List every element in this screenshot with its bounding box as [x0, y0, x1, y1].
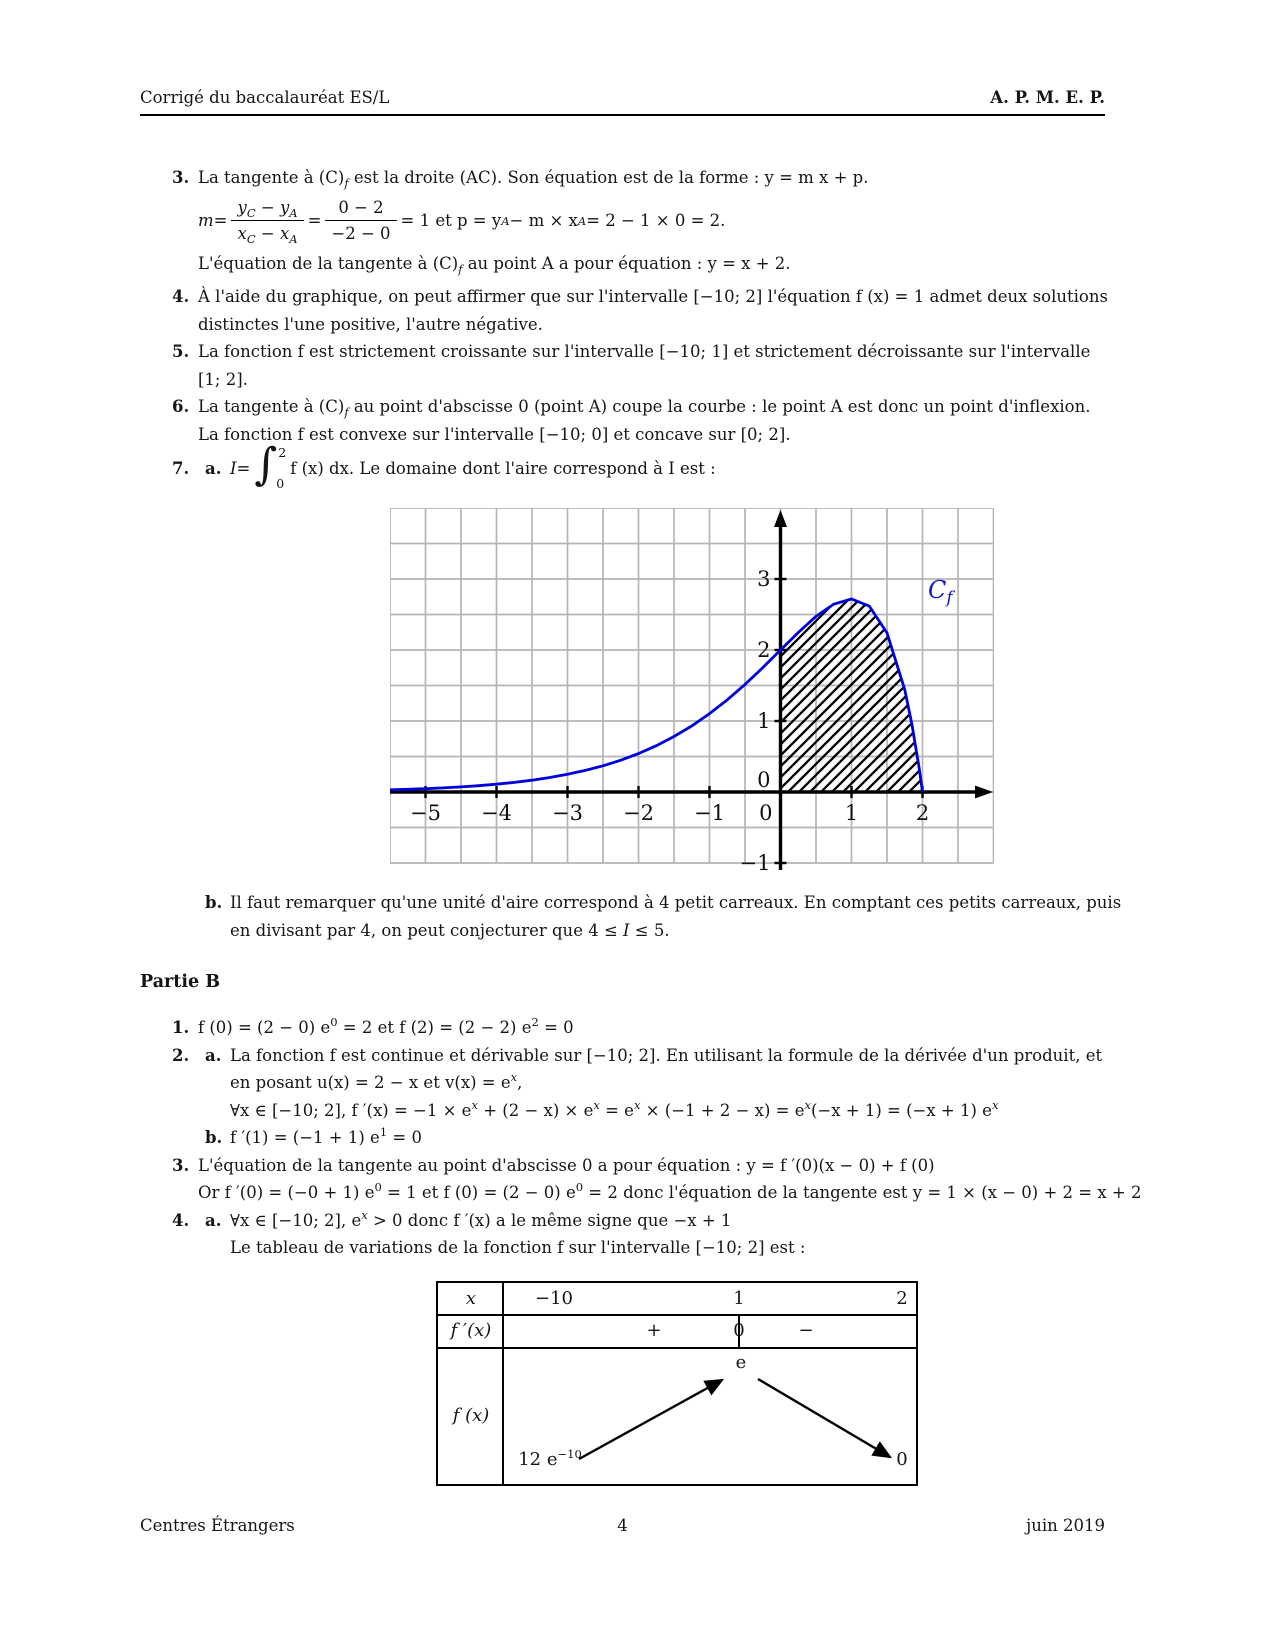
item7b-line1 [140, 889, 1120, 917]
item5-line1 [140, 338, 1120, 366]
sub: A [289, 206, 298, 220]
page-footer [140, 1516, 1105, 1544]
var: y [237, 198, 247, 217]
function-plot [390, 508, 994, 874]
subscript-f: f [344, 176, 349, 190]
sub-item-letter: b. [205, 1128, 223, 1147]
exponent-x: x [593, 1097, 600, 1112]
item4-line2 [140, 311, 1120, 339]
page-number: 4 [617, 1516, 628, 1535]
var-I: I [230, 458, 237, 478]
page-header [140, 88, 1105, 116]
svg-text:−4: −4 [481, 801, 512, 825]
header-title: Corrigé du baccalauréat ES/L [140, 88, 390, 107]
subscript-f: f [344, 405, 349, 419]
exponent: 0 [330, 1015, 338, 1029]
partB-item2a-line3 [140, 1097, 1120, 1125]
text: ≤ 5. [629, 920, 670, 940]
text: = 1 et p = y [400, 211, 502, 230]
item6-line1 [140, 393, 1120, 421]
f-min-right: 0 [896, 1449, 908, 1470]
partB-item2b [140, 1124, 1120, 1152]
decreasing-arrow [758, 1379, 890, 1457]
partB-item2a-line1 [140, 1042, 1120, 1070]
item-number: 3. [172, 1155, 190, 1175]
item-7a [140, 440, 1120, 496]
svg-text:0: 0 [757, 768, 771, 792]
var-I: I [623, 920, 630, 940]
text: = [236, 458, 251, 478]
item-7b [140, 889, 1120, 944]
formula: ∀x ∈ [−10; 2], f ′(x) = −1 × e [230, 1100, 472, 1120]
text: Il faut remarquer qu'une unité d'aire correspond à 4 petit carreaux. En comptant ces petits carreaux, puis [230, 893, 1122, 912]
curve-label-Cf [928, 576, 955, 608]
text: À l'aide du graphique, on peut affirmer que sur l'intervalle [−10; 2] l'équation f (x) = 1 admet deux solutions [198, 287, 1108, 306]
formula: Or f ′(0) = (−0 + 1) e [198, 1183, 375, 1202]
svg-text:3: 3 [757, 567, 771, 591]
exponent-x: x [633, 1097, 641, 1112]
exponent-x: x [804, 1097, 811, 1112]
sub: C [246, 206, 256, 220]
x-value-1: 1 [733, 1288, 745, 1309]
exponent: 0 [374, 1180, 382, 1194]
svg-text:−1: −1 [739, 851, 771, 874]
exponent: −10 [557, 1447, 582, 1461]
sign-plus: + [646, 1320, 662, 1341]
text: La fonction f est convexe sur l'intervalle [−10; 0] et concave sur [0; 2]. [198, 424, 791, 444]
text: distinctes l'une positive, l'autre négative. [198, 314, 543, 334]
item-4 [140, 283, 1120, 338]
numerator [231, 195, 303, 221]
text: La fonction f est continue et dérivable sur [−10; 2]. En utilisant la formule de la dérivée d'un produit, et [230, 1045, 1103, 1065]
formula: = 1 et f (0) = (2 − 0) e [381, 1183, 576, 1202]
partB-item2a-line2 [140, 1069, 1120, 1097]
denominator: −2 − 0 [331, 224, 391, 243]
text: en divisant par 4, on peut conjecturer que 4 ≤ [230, 920, 624, 940]
text: est la droite (AC). Son équation est de la forme : y = m x + p. [348, 168, 869, 187]
exponent-x: x [471, 1097, 478, 1112]
formula: × (−1 + 2 − x) = e [640, 1100, 805, 1120]
formula: f ′(1) = (−1 + 1) e [230, 1128, 380, 1147]
lower-bound: 0 [276, 476, 285, 491]
formula: ∀x ∈ [−10; 2], e [230, 1210, 362, 1230]
text: − m × x [509, 211, 578, 230]
partB-items [140, 1014, 1142, 1262]
exponent: 1 [379, 1125, 388, 1139]
formula: en posant u(x) = 2 − x et v(x) = e [230, 1073, 511, 1092]
text: au point A a pour équation : y = x + 2. [462, 253, 791, 273]
sign-zero: 0 [733, 1320, 745, 1341]
numerator: 0 − 2 [325, 195, 396, 221]
row-header-f: f (x) [452, 1405, 490, 1426]
curve-label-f: f [946, 588, 953, 608]
item-3 [140, 164, 1120, 277]
footer-date: juin 2019 [1026, 1516, 1105, 1535]
var-m: m [198, 211, 214, 230]
text: au point d'abscisse 0 (point A) coupe la courbe : le point A est donc un point d'inflexion. [348, 397, 1091, 416]
text: = [213, 211, 228, 230]
item5-line2 [140, 366, 1120, 394]
partB-item4a-line1 [140, 1207, 1120, 1235]
sub-item-letter: a. [205, 1045, 222, 1065]
formula: = 2 donc l'équation de la tangente est y = 1 × (x − 0) + 2 = x + 2 [583, 1183, 1142, 1202]
text: = 2 − 1 × 0 = 2. [586, 211, 726, 230]
item4-line1 [140, 283, 1120, 311]
text: f (x) dx. Le domaine dont l'aire correspond à I est : [290, 458, 716, 478]
text: [1; 2]. [198, 369, 248, 389]
partB-item3-line2 [140, 1179, 1142, 1207]
y-axis-arrow [774, 510, 787, 527]
item-number: 5. [172, 342, 190, 361]
item3-fraction-line: m = $\frac{y_C - y_A}{x_C - x_A}$ = $\frac{0 - 2}{-2 - 0}$ = 1 et p = y A − m × x A = 2 − 1 × 0 = 2. [140, 192, 1120, 250]
svg-text:2: 2 [757, 638, 771, 662]
f-max: e [735, 1352, 747, 1373]
formula: = 2 et f (2) = (2 − 2) e [337, 1018, 532, 1037]
subscript-f: f [458, 261, 463, 276]
formula: + (2 − x) × e [477, 1100, 594, 1120]
exponent: 2 [531, 1015, 539, 1029]
exponent-x: x [510, 1070, 518, 1084]
item7a-line [140, 440, 1120, 496]
text: L'équation de la tangente au point d'abscisse 0 a pour équation : y = f ′(0)(x − 0) + f (0) [198, 1155, 935, 1175]
sub: C [246, 232, 256, 246]
sub-item-letter: a. [205, 458, 222, 478]
increasing-arrow [579, 1380, 722, 1459]
svg-text:0: 0 [759, 801, 773, 825]
item-number: 4. [172, 287, 190, 306]
sub-item-letter: a. [205, 1210, 222, 1230]
svg-text:1: 1 [844, 801, 859, 825]
fraction-1 [231, 195, 303, 246]
svg-text:−3: −3 [552, 801, 583, 825]
fraction-2 [325, 195, 396, 246]
formula: (−x + 1) = (−x + 1) e [810, 1100, 992, 1120]
variation-arrows [438, 1283, 916, 1484]
svg-text:1: 1 [757, 709, 771, 733]
value: 12 e [518, 1449, 558, 1470]
text: = [307, 211, 322, 230]
exponent: 0 [575, 1180, 584, 1194]
x-value-min: −10 [535, 1288, 573, 1309]
curve-label-C: C [928, 576, 947, 604]
row-header-fprime: f ′(x) [450, 1320, 492, 1341]
upper-bound: 2 [278, 445, 287, 460]
exponent-x: x [361, 1207, 368, 1222]
svg-text:−1: −1 [694, 801, 725, 825]
text: Le tableau de variations de la fonction f sur l'intervalle [−10; 2] est : [230, 1238, 806, 1257]
sub-item-letter: b. [205, 893, 223, 912]
svg-text:−5: −5 [410, 801, 441, 825]
formula: = e [599, 1100, 634, 1120]
item-number: 3. [172, 168, 190, 187]
formula: = 0 [387, 1128, 422, 1147]
item-number: 4. [172, 1210, 190, 1230]
partB-item3-line1 [140, 1152, 1120, 1180]
integral-bounds [278, 445, 286, 491]
sign-minus: − [798, 1320, 814, 1341]
header-organization: A. P. M. E. P. [990, 88, 1105, 107]
x-axis-arrow [975, 786, 993, 799]
footer-left: Centres Étrangers [140, 1516, 295, 1535]
text: La tangente à (C) [198, 397, 345, 416]
item-number: 2. [172, 1045, 190, 1065]
denominator [231, 221, 303, 246]
item3-line3 [140, 250, 1120, 278]
partB-title: Partie B [140, 972, 220, 992]
formula: , [517, 1073, 523, 1092]
var: − y [255, 198, 290, 217]
text: La tangente à (C) [198, 168, 345, 187]
row-header-x: x [465, 1288, 477, 1309]
item-number: 7. [172, 458, 190, 478]
text: L'équation de la tangente à (C) [198, 253, 459, 273]
item-number: 6. [172, 397, 190, 416]
var: x [237, 224, 247, 243]
x-value-max: 2 [896, 1288, 908, 1309]
svg-text:−2: −2 [623, 801, 654, 825]
var: − x [255, 224, 290, 243]
formula: f (0) = (2 − 0) e [198, 1018, 331, 1037]
item7b-line2 [140, 917, 1120, 945]
plot-svg [390, 508, 994, 874]
svg-text:2: 2 [915, 801, 930, 825]
formula: = 0 [538, 1018, 574, 1037]
partB-item4a-line2 [140, 1234, 1120, 1262]
item3-line1 [140, 164, 1120, 192]
item-number: 1. [172, 1018, 190, 1037]
formula: > 0 donc f ′(x) a le même signe que −x + 1 [367, 1210, 732, 1230]
variation-table [436, 1281, 918, 1486]
item-5 [140, 338, 1120, 393]
sub: A [289, 232, 298, 246]
text: La fonction f est strictement croissante sur l'intervalle [−10; 1] et strictement décroissante sur l'intervalle [198, 342, 1091, 361]
exponent-x: x [991, 1097, 999, 1112]
integral-sign: ∫ [254, 439, 278, 490]
partB-item1 [140, 1014, 1120, 1042]
